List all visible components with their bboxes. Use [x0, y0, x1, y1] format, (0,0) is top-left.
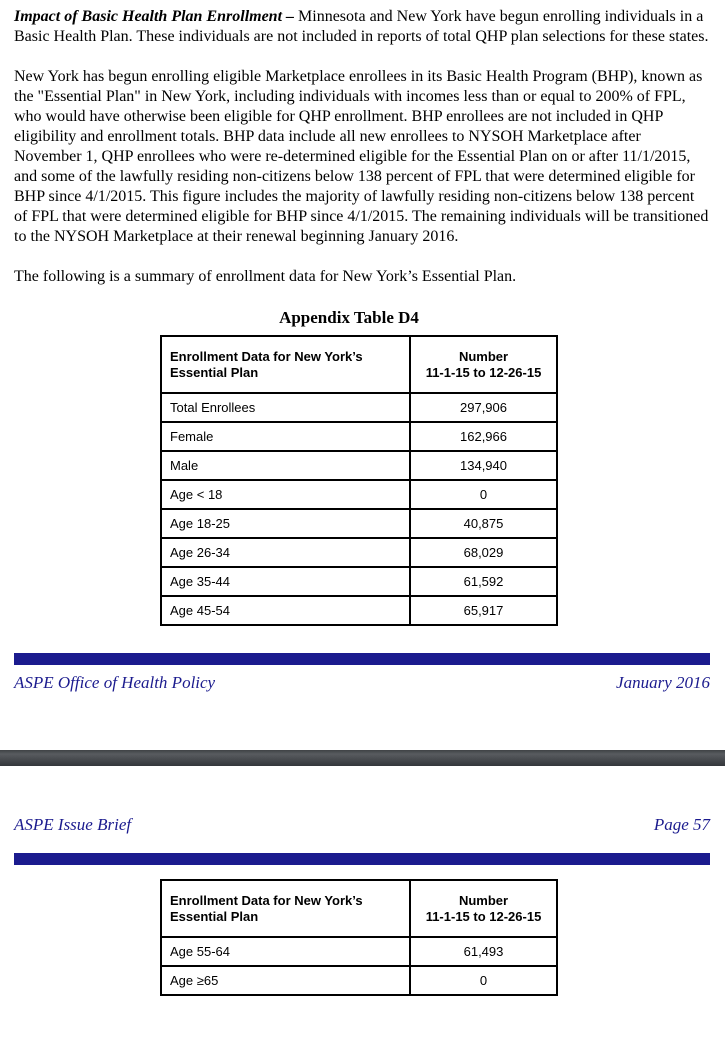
paragraph-impact-bhp — [14, 7, 710, 47]
row-label-cell: Female — [161, 422, 410, 451]
table-header — [161, 336, 557, 393]
row-label-cell: Male — [161, 451, 410, 480]
table-header-row — [161, 336, 557, 393]
header-number-line1: Number — [458, 892, 509, 908]
enrollment-table-page-56 — [160, 335, 558, 626]
row-label-cell: Age 35-44 — [161, 567, 410, 596]
row-value-cell: 61,592 — [410, 567, 557, 596]
row-label-cell: Age 45-54 — [161, 596, 410, 625]
table-row — [161, 393, 557, 422]
row-label-cell: Age < 18 — [161, 480, 410, 509]
row-label-cell: Age 26-34 — [161, 538, 410, 567]
paragraph-summary-intro: The following is a summary of enrollment data for New York’s Essential Plan. — [14, 268, 517, 285]
row-label-cell: Total Enrollees — [161, 393, 410, 422]
row-value-cell: 297,906 — [410, 393, 557, 422]
row-value-cell: 65,917 — [410, 596, 557, 625]
header-cell-label: Enrollment Data for New York’s Essential Plan — [161, 336, 410, 393]
header-cell-number — [410, 336, 557, 393]
row-label-cell: Age 18-25 — [161, 509, 410, 538]
table-body — [161, 393, 557, 625]
row-value-cell: 68,029 — [410, 538, 557, 567]
table-row — [161, 937, 557, 966]
table-row — [161, 422, 557, 451]
header-brief-name: ASPE Issue Brief — [14, 815, 132, 834]
footer-date: January 2016 — [616, 673, 710, 692]
document-page-57 — [0, 766, 725, 996]
paragraph-new-york-bhp: New York has begun enrolling eligible Marketplace enrollees in its Basic Health Program (BHP), known as the "Essential Plan" in New York, including individuals with incomes less than or equal to 200% of FPL, who would have otherwise been eligible for QHP enrollment. BHP enrollees are not included in QHP eligibility and enrollment totals. BHP data include all new enrollees to NYSOH Marketplace after November 1, QHP enrollees who were re-determined eligible for the Essential Plan on or after 11/1/2015, and some of the lawfully residing non-citizens below 138 percent of FPL that were determined eligible for BHP since 4/1/2015. This figure includes the majority of lawfully residing non-citizens below 138 percent of FPL that were determined eligible for BHP since 4/1/2015. The remaining individuals will be transitioned to the NYSOH Marketplace at their renewal beginning January 2016. — [14, 68, 709, 245]
table-row — [161, 966, 557, 995]
header-divider-bar — [14, 853, 710, 865]
row-value-cell: 162,966 — [410, 422, 557, 451]
table-row — [161, 596, 557, 625]
table-body — [161, 937, 557, 995]
page-footer — [14, 673, 710, 693]
header-cell-number — [410, 880, 557, 937]
table-row — [161, 480, 557, 509]
paragraph-lead-bold-italic: Impact of Basic Health Plan Enrollment – — [14, 8, 299, 25]
table-row — [161, 451, 557, 480]
header-page-number: Page 57 — [653, 815, 710, 834]
table-header-row — [161, 880, 557, 937]
header-number-line2: 11-1-15 to 12-26-15 — [425, 364, 542, 380]
row-value-cell: 61,493 — [410, 937, 557, 966]
table-row — [161, 567, 557, 596]
row-label-cell: Age 55-64 — [161, 937, 410, 966]
footer-office-name: ASPE Office of Health Policy — [14, 673, 216, 692]
row-value-cell: 40,875 — [410, 509, 557, 538]
footer-divider-bar — [14, 653, 710, 665]
table-row — [161, 538, 557, 567]
row-value-cell: 134,940 — [410, 451, 557, 480]
table-row — [161, 509, 557, 538]
header-cell-label: Enrollment Data for New York’s Essential Plan — [161, 880, 410, 937]
paragraph-body-text: Minnesota and New York have begun enrolling individuals in a Basic Health Plan. These individuals are not included in reports of total QHP plan selections for these states. — [14, 8, 709, 45]
enrollment-table-page-57 — [160, 879, 558, 996]
header-number-line1: Number — [458, 348, 509, 364]
table-header — [161, 880, 557, 937]
row-label-cell: Age ≥65 — [161, 966, 410, 995]
row-value-cell: 0 — [410, 966, 557, 995]
row-value-cell: 0 — [410, 480, 557, 509]
page-header — [14, 815, 710, 835]
appendix-table-title: Appendix Table D4 — [279, 308, 419, 327]
page-break-separator — [0, 750, 725, 766]
header-number-line2: 11-1-15 to 12-26-15 — [425, 908, 542, 924]
